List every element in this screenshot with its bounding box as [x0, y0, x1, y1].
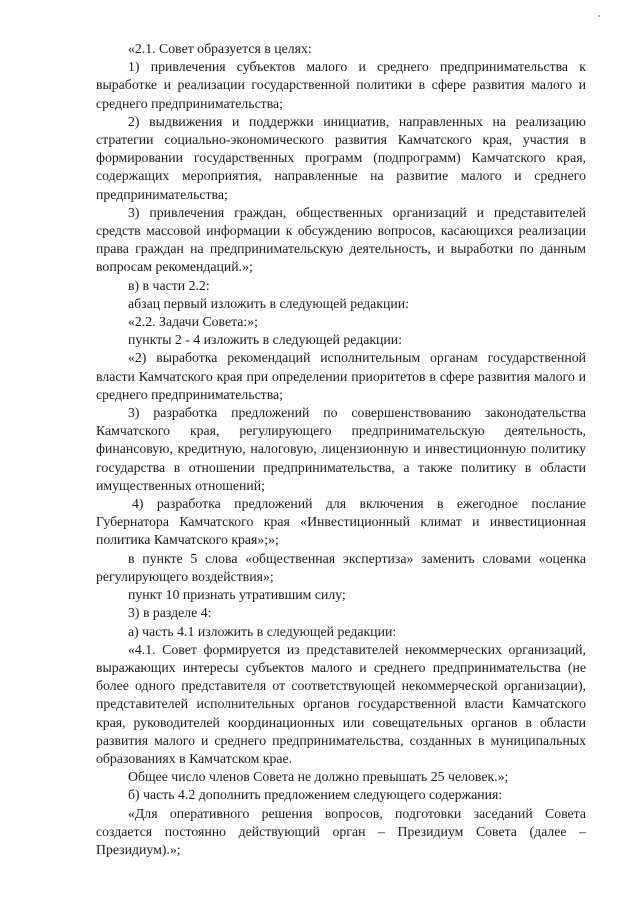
paragraph-presidium: «Для оперативного решения вопросов, подготовки заседаний Совета создается постоянно действующий орган – Президиум Совета (далее – Президиум).»;: [96, 805, 586, 857]
paragraph-part-2-2: в) в части 2.2:: [128, 277, 210, 293]
paragraph-2-1-intro: «2.1. Совет образуется в целях:: [128, 41, 312, 56]
paragraph-task-4: 4) разработка предложений для включения в ежегодное послание Губернатора Камчатского края «Инвестиционный климат и инвестиционная политика Камчатского края»;»;: [96, 496, 586, 548]
paragraph-2-1-item-2: 2) выдвижения и поддержки инициатив, направленных на реализацию стратегии социально-экономического развития Камчатского края, участия в формировании государственных программ (подпрограмм) Камчатского края, содержащих мероприятия, направленные на развитие малого и среднего предпринимательства;: [96, 113, 586, 202]
paragraph-part-4-1: а) часть 4.1 изложить в следующей редакции:: [128, 623, 397, 639]
paragraph-point-5: в пункте 5 слова «общественная экспертиза» заменить словами «оценка регулирующего воздействия»;: [96, 550, 586, 584]
paragraph-4-1-text: «4.1. Совет формируется из представителей некоммерческих организаций, выражающих интересы субъектов малого и среднего предпринимательства (не более одного представителя от соответствующей некоммерческой организации), представителей исполнительных органов государственной власти Камчатского края, руководителей координационных или совещательных органов в области развития малого и среднего предпринимательства, созданных в муниципальных образованиях в Камчатском крае.: [96, 641, 586, 766]
scan-speck: [598, 15, 600, 17]
paragraph-2-2-tasks: «2.2. Задачи Совета:»;: [128, 314, 258, 330]
paragraph-part-4-2: б) часть 4.2 дополнить предложением следующего содержания:: [128, 787, 503, 803]
paragraph-2-1-item-3: 3) привлечения граждан, общественных организаций и представителей средств массовой информации к обсуждению вопросов, касающихся реализации права граждан на предпринимательскую деятельность, и выработки по данным вопросам рекомендаций.»;: [96, 204, 586, 275]
paragraph-2-1-item-1: 1) привлечения субъектов малого и среднего предпринимательства к выработке и реализации государственной политики в сфере развития малого и среднего предпринимательства;: [96, 59, 586, 111]
paragraph-task-3: 3) разработка предложений по совершенствованию законодательства Камчатского края, регулирующего предпринимательскую деятельность, финансовую, кредитную, налоговую, лицензионную и инвестиционную политику государства в отношении предпринимательства, а также политику в области имущественных отношений;: [96, 405, 586, 493]
document-body: [96, 40, 586, 859]
paragraph-task-2: «2) выработка рекомендаций исполнительным органам государственной власти Камчатского края при определении приоритетов в сфере развития малого и среднего предпринимательства;: [96, 350, 586, 402]
paragraph-points-2-4: пункты 2 - 4 изложить в следующей редакции:: [128, 332, 403, 348]
paragraph-point-10: пункт 10 признать утратившим силу;: [128, 587, 346, 603]
paragraph-members-limit: Общее число членов Совета не должно превышать 25 человек.»;: [128, 769, 509, 785]
paragraph-section-4: 3) в разделе 4:: [128, 605, 212, 621]
paragraph-first-abzac: абзац первый изложить в следующей редакции:: [128, 295, 409, 311]
